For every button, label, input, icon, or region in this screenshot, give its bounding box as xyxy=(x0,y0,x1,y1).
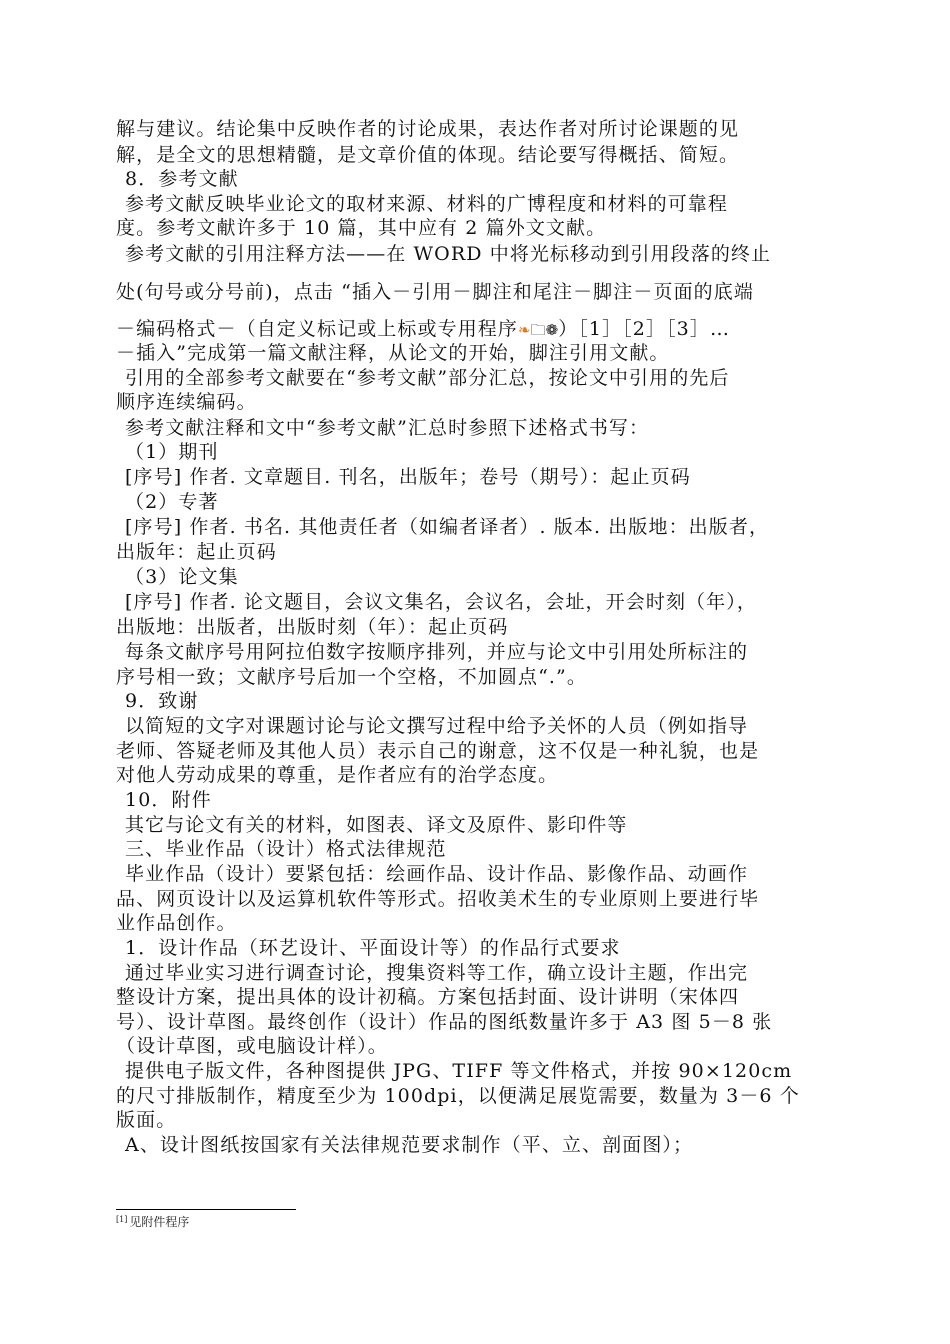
format-line: 出版年：起止页码 xyxy=(116,541,277,563)
format-line: 出版地：出版者，出版时刻（年）：起止页码 xyxy=(116,616,509,638)
body-text-line: 参考文献注释和文中“参考文献”汇总时参照下述格式书写： xyxy=(125,417,650,439)
body-text-line: 度。参考文献许多于 10 篇，其中应有 2 篇外文文献。 xyxy=(116,217,607,239)
footnote-separator xyxy=(116,1209,296,1210)
folder-icon: 🗀 xyxy=(530,321,546,339)
body-text-line: 毕业作品（设计）要紧包括：绘画作品、设计作品、影像作品、动画作 xyxy=(125,863,749,885)
body-text-line: （设计草图，或电脑设计样）。 xyxy=(116,1035,388,1057)
section-heading: 三、毕业作品（设计）格式法律规范 xyxy=(125,838,447,860)
section-heading: 8．参考文献 xyxy=(125,168,239,190)
gear-icon: ❁ xyxy=(545,321,559,339)
footnote-marker: [1] xyxy=(116,1215,128,1224)
body-text-line: 整设计方案，提出具体的设计初稿。方案包括封面、设计讲明（宋体四 xyxy=(116,986,740,1008)
format-line: [序号] 作者. 文章题目. 刊名，出版年；卷号（期号）：起止页码 xyxy=(125,466,691,488)
body-text-line: 业作品创作。 xyxy=(116,912,237,934)
section-heading: 9．致谢 xyxy=(125,690,199,712)
body-text-line: 老师、答疑老师及其他人员）表示自己的谢意，这不仅是一种礼貌，也是 xyxy=(116,740,760,762)
body-text-line: 参考文献反映毕业论文的取材来源、材料的广博程度和材料的可靠程 xyxy=(125,193,729,215)
body-text-line: 解，是全文的思想精髓，是文章价值的体现。结论要写得概括、简短。 xyxy=(116,144,740,166)
body-text-line: 的尺寸排版制作，精度至少为 100dpi，以便满足展览需要，数量为 3－6 个 xyxy=(116,1085,800,1107)
body-text-line: 参考文献的引用注释方法——在 WORD 中将光标移动到引用段落的终止 xyxy=(125,243,772,265)
body-text-fragment: ）［1］［2］［3］… xyxy=(558,318,731,340)
body-text-fragment: －编码格式－（自定义标记或上标或专用程序 xyxy=(116,318,519,340)
list-heading: （3）论文集 xyxy=(125,566,239,588)
footnote-text: 见附件程序 xyxy=(129,1215,190,1229)
body-text-line: 品、网页设计以及运算机软件等形式。招收美术生的专业原则上要进行毕 xyxy=(116,888,760,910)
body-text-line: 顺序连续编码。 xyxy=(116,391,257,413)
body-text-line: 对他人劳动成果的尊重，是作者应有的治学态度。 xyxy=(116,764,559,786)
section-heading: 10．附件 xyxy=(125,789,212,811)
footnote xyxy=(116,1212,189,1230)
body-text-line: 序号相一致；文献序号后加一个空格，不加圆点“.”。 xyxy=(116,666,587,688)
body-text-line: 版面。 xyxy=(116,1109,177,1131)
body-text-line: 以简短的文字对课题讨论与论文撰写过程中给予关怀的人员（例如指导 xyxy=(125,715,749,737)
body-text-line: 通过毕业实习进行调查讨论，搜集资料等工作，确立设计主题，作出完 xyxy=(125,962,749,984)
body-text-line: 解与建议。结论集中反映作者的讨论成果，表达作者对所讨论课题的见 xyxy=(116,118,740,140)
body-text-line: 引用的全部参考文献要在“参考文献”部分汇总，按论文中引用的先后 xyxy=(125,367,730,389)
body-text-line: A、设计图纸按国家有关法律规范要求制作（平、立、剖面图）； xyxy=(125,1134,694,1156)
body-text-line: 提供电子版文件，各种图提供 JPG、TIFF 等文件格式，并按 90×120cm xyxy=(125,1060,793,1082)
list-heading: （1）期刊 xyxy=(125,441,219,463)
format-line: [序号] 作者. 论文题目，会议文集名，会议名，会址，开会时刻（年）， xyxy=(125,591,757,613)
body-text-line: 号）、设计草图。最终创作（设计）作品的图纸数量许多于 A3 图 5－8 张 xyxy=(116,1011,773,1033)
body-text-line: －插入”完成第一篇文献注释，从论文的开始，脚注引用文献。 xyxy=(116,342,670,364)
section-heading: 1．设计作品（环艺设计、平面设计等）的作品行式要求 xyxy=(125,937,621,959)
body-text-line: 其它与论文有关的材料，如图表、译文及原件、影印件等 xyxy=(125,814,628,836)
palette-icon: ❧ xyxy=(518,321,531,339)
body-text-line: 处(句号或分号前)，点击 “插入－引用－脚注和尾注－脚注－页面的底端 xyxy=(116,281,754,303)
list-heading: （2）专著 xyxy=(125,491,219,513)
symbol-glyphs xyxy=(518,321,558,339)
format-line: [序号] 作者. 书名. 其他责任者（如编者译者）. 版本. 出版地：出版者， xyxy=(125,516,770,538)
body-text-line xyxy=(116,317,840,342)
body-text-line: 每条文献序号用阿拉伯数字按顺序排列，并应与论文中引用处所标注的 xyxy=(125,641,749,663)
